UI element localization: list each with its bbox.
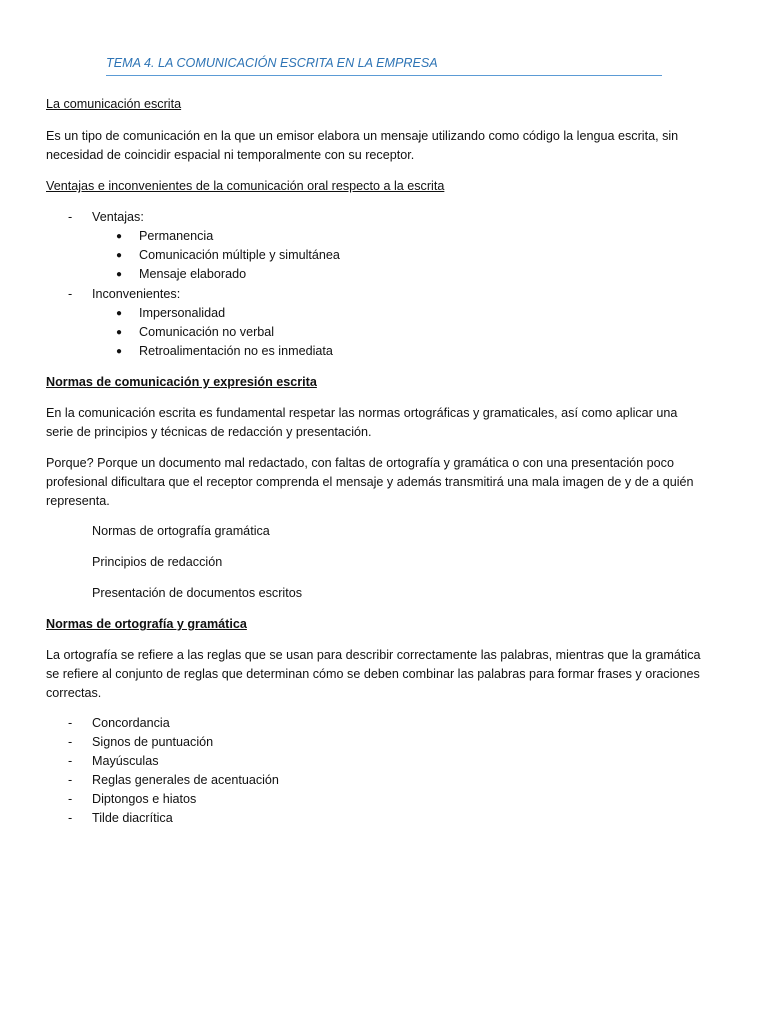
dash-marker: - — [68, 754, 73, 768]
paragraph-line: se refiere al conjunto de reglas que determinan cómo se deben combinar las palabras para formar frases y oraciones — [46, 667, 700, 681]
list-item-label: Mayúsculas — [92, 754, 159, 768]
list-item-label: Concordancia — [92, 716, 170, 730]
bullet-item-label: Permanencia — [139, 229, 214, 243]
indented-item: Normas de ortografía gramática — [92, 524, 270, 538]
section-heading-normas-ortografia: Normas de ortografía y gramática — [46, 617, 247, 631]
dash-marker: - — [68, 735, 73, 749]
paragraph-line: La ortografía se refiere a las reglas que se usan para describir correctamente las palabras, mientras que la gramática — [46, 648, 701, 662]
indented-item: Presentación de documentos escritos — [92, 586, 303, 600]
dash-marker: - — [68, 287, 73, 301]
bullet-icon: ● — [116, 346, 123, 357]
paragraph-line: Es un tipo de comunicación en la que un emisor elabora un mensaje utilizando como código la lengua escrita, sin — [46, 129, 679, 143]
paragraph-line: serie de principios y técnicas de redacción y presentación. — [46, 425, 372, 439]
section-heading-normas-comunicacion: Normas de comunicación y expresión escrita — [46, 375, 317, 389]
dash-marker: - — [68, 210, 73, 224]
bullet-item-label: Mensaje elaborado — [139, 267, 247, 281]
bullet-icon: ● — [116, 308, 123, 319]
bullet-icon: ● — [116, 250, 123, 261]
dash-marker: - — [68, 716, 73, 730]
subheading-ventajas-inconvenientes: Ventajas e inconvenientes de la comunicación oral respecto a la escrita — [46, 179, 445, 193]
bullet-item-label: Comunicación múltiple y simultánea — [139, 248, 340, 262]
section-heading-comunicacion-escrita: La comunicación escrita — [46, 97, 182, 111]
paragraph-line: representa. — [46, 494, 110, 508]
list-item-label: Signos de puntuación — [92, 735, 214, 749]
list-item-label: Ventajas: — [92, 210, 144, 224]
list-item-label: Reglas generales de acentuación — [92, 773, 279, 787]
bullet-item-label: Impersonalidad — [139, 306, 226, 320]
list-item-label: Tilde diacrítica — [92, 811, 173, 825]
document-title: TEMA 4. LA COMUNICACIÓN ESCRITA EN LA EMPRESA — [106, 56, 662, 76]
bullet-icon: ● — [116, 327, 123, 338]
bullet-item-label: Comunicación no verbal — [139, 325, 275, 339]
dash-marker: - — [68, 773, 73, 787]
bullet-icon: ● — [116, 269, 123, 280]
paragraph-line: necesidad de coincidir espacial ni temporalmente con su receptor. — [46, 148, 415, 162]
indented-item: Principios de redacción — [92, 555, 223, 569]
paragraph-line: profesional dificultara que el receptor comprenda el mensaje y además transmitirá una mala imagen de y de a quién — [46, 475, 694, 489]
list-item-label: Diptongos e hiatos — [92, 792, 197, 806]
list-item-label: Inconvenientes: — [92, 287, 181, 301]
dash-marker: - — [68, 792, 73, 806]
bullet-icon: ● — [116, 231, 123, 242]
dash-marker: - — [68, 811, 73, 825]
paragraph-line: Porque? Porque un documento mal redactado, con faltas de ortografía y gramática o con una presentación poco — [46, 456, 674, 470]
bullet-item-label: Retroalimentación no es inmediata — [139, 344, 333, 358]
paragraph-line: correctas. — [46, 686, 102, 700]
paragraph-line: En la comunicación escrita es fundamental respetar las normas ortográficas y gramaticales, así como aplicar una — [46, 406, 678, 420]
